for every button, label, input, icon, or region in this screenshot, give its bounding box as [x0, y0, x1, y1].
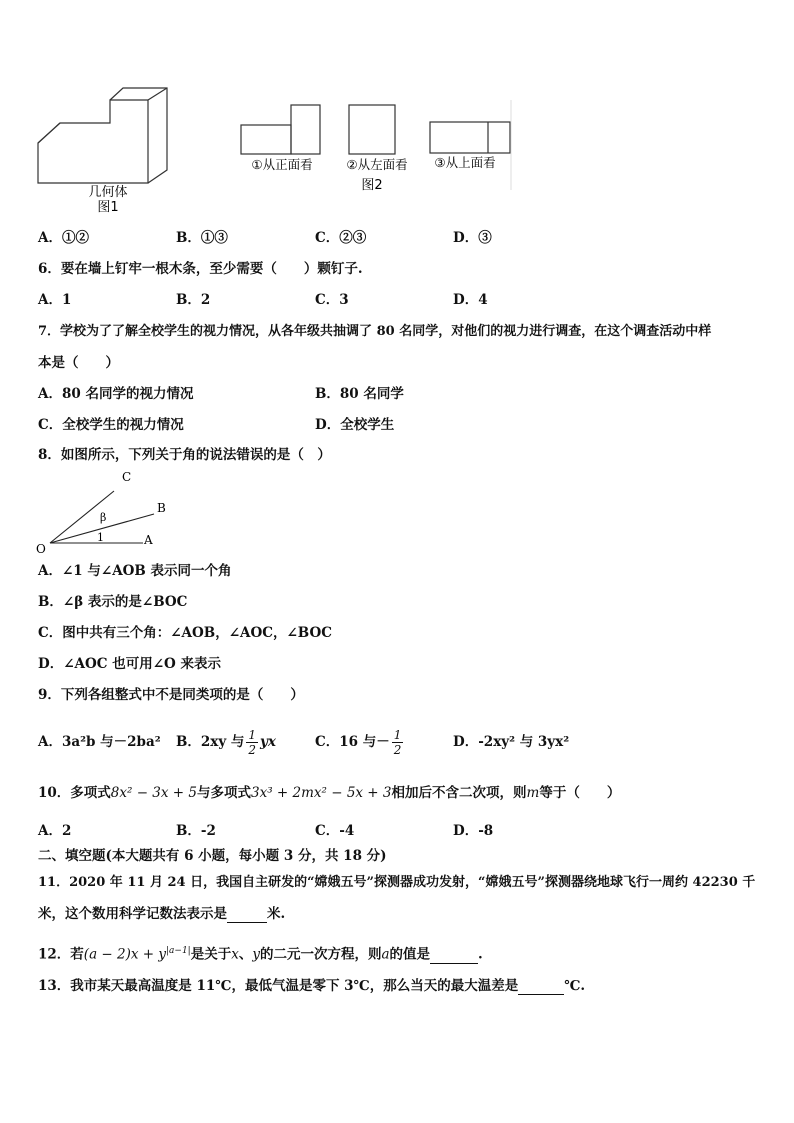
q6-stem: 6．要在墙上钉牢一根木条，至少需要（ ）颗钉子. [38, 261, 363, 277]
q9-option-c-fraction [392, 728, 404, 757]
q11-line1: 11．2020 年 11 月 24 日，我国自主研发的“嫦娥五号”探测器成功发射，“嫦娥五号”探测器绕地球飞行一周约 42230 千 [38, 875, 756, 890]
q7-option-d: D．全校学生 [315, 417, 395, 433]
q9-option-c-num: 1 [393, 728, 402, 742]
q10-text4: 等于（ ） [539, 785, 621, 801]
q7-option-b: B．80 名同学 [315, 386, 404, 402]
q9-option-b-pre: B．2xy 与 [176, 734, 245, 750]
q5-option-c: C．②③ [315, 230, 367, 246]
q6-option-b: B．2 [176, 292, 211, 308]
q9-option-b-post: yx [260, 734, 276, 750]
q9-option-b-fraction [246, 728, 258, 757]
q12-mid: 是关于 [190, 946, 232, 963]
q9-option-b [176, 722, 276, 762]
q9-option-c [315, 722, 405, 762]
q12-a: a [381, 946, 390, 963]
q10-text1: 多项式 [70, 785, 111, 801]
q13-post: ℃. [564, 978, 586, 994]
q5-option-b: B．①③ [176, 230, 228, 246]
q9-stem: 9．下列各组整式中不是同类项的是（ ） [38, 687, 304, 703]
q10-stem [38, 784, 620, 802]
q9-option-d: D．-2xy² 与 3yx² [453, 734, 570, 750]
q7-stem-line1: 7．学校为了了解全校学生的视力情况，从各年级共抽调了 80 名同学，对他们的视力进行调查，在这个调查活动中样 [38, 324, 712, 339]
figure1-label: 几何体 [88, 185, 128, 200]
q9-option-b-num: 1 [248, 728, 257, 742]
q13-pre: 13．我市某天最高温度是 11℃，最低气温是零下 3℃，那么当天的最大温差是 [38, 978, 519, 994]
q9-option-c-den: 2 [393, 743, 402, 757]
q8-label-1: 1 [97, 531, 104, 544]
q8-label-beta: β [100, 511, 107, 524]
q7-stem-line2: 本是（ ） [38, 355, 119, 371]
q12-x: x [231, 946, 239, 963]
q8-option-b: B．∠β 表示的是∠BOC [38, 594, 188, 610]
q6-option-c: C．3 [315, 292, 349, 308]
q10-number: 10． [38, 785, 71, 801]
figure2-view1-label: ①从正面看 [251, 157, 313, 172]
figure1-caption: 图1 [97, 200, 119, 215]
q10-poly1: 8x² − 3x + 5 [110, 785, 197, 801]
q8-option-d: D．∠AOC 也可用∠O 来表示 [38, 656, 221, 672]
q6-option-d: D．4 [453, 292, 488, 308]
figure2-view3-label: ③从上面看 [434, 155, 496, 170]
q11-line2 [38, 905, 285, 923]
figure2-caption: 图2 [361, 178, 383, 193]
q9-option-b-den: 2 [248, 743, 257, 757]
q12-post: 的二元一次方程，则 [259, 946, 382, 963]
q8-option-a: A．∠1 与∠AOB 表示同一个角 [38, 563, 232, 579]
q11-line2-pre: 米，这个数用科学记数法表示是 [38, 906, 227, 922]
q8-angle-figure [30, 465, 180, 555]
figure2-view2-label: ②从左面看 [346, 157, 408, 172]
figure2-views [232, 100, 517, 195]
q12-sep: 、 [238, 946, 253, 963]
figure1-solid [30, 80, 180, 215]
q11-answer-blank[interactable] [227, 922, 267, 923]
q12-exponent: |a−1| [166, 946, 191, 956]
section2-title: 二、填空题(本大题共有 6 小题，每小题 3 分，共 18 分) [38, 848, 387, 864]
q12-end: . [478, 946, 483, 963]
q8-label-a: A [144, 533, 153, 547]
q12-stem [38, 942, 483, 964]
q10-text2: 与多项式 [197, 785, 251, 801]
q10-var-m: m [526, 785, 540, 801]
q8-option-c: C．图中共有三个角：∠AOB，∠AOC，∠BOC [38, 625, 332, 641]
q10-option-a: A．2 [38, 823, 72, 839]
q8-label-o: O [36, 542, 46, 555]
q10-poly2: 3x³ + 2mx² − 5x + 3 [251, 785, 392, 801]
q10-option-c: C．-4 [315, 823, 355, 839]
q8-label-b: B [157, 501, 166, 515]
q12-pre: 12．若 [38, 946, 84, 963]
q10-text3: 相加后不含二次项，则 [391, 785, 527, 801]
q13-answer-blank[interactable] [518, 994, 564, 995]
q10-option-b: B．-2 [176, 823, 216, 839]
q12-expr: (a − 2)x + y [83, 946, 166, 963]
q7-option-c: C．全校学生的视力情况 [38, 417, 184, 433]
q12-y: y [252, 946, 260, 963]
q13-stem [38, 977, 585, 995]
q12-answer-blank[interactable] [430, 963, 478, 964]
q11-line2-post: 米. [267, 906, 286, 922]
q5-option-a: A．①② [38, 230, 89, 246]
q8-label-c: C [122, 470, 132, 484]
q10-option-d: D．-8 [453, 823, 494, 839]
q6-option-a: A．1 [38, 292, 72, 308]
q9-option-c-pre: C．16 与－ [315, 734, 390, 750]
q12-tail: 的值是 [389, 946, 431, 963]
q8-stem: 8．如图所示，下列关于角的说法错误的是（ ） [38, 447, 331, 463]
q9-option-a: A．3a²b 与－2ba² [38, 734, 161, 750]
q7-option-a: A．80 名同学的视力情况 [38, 386, 194, 402]
q5-option-d: D．③ [453, 230, 492, 246]
